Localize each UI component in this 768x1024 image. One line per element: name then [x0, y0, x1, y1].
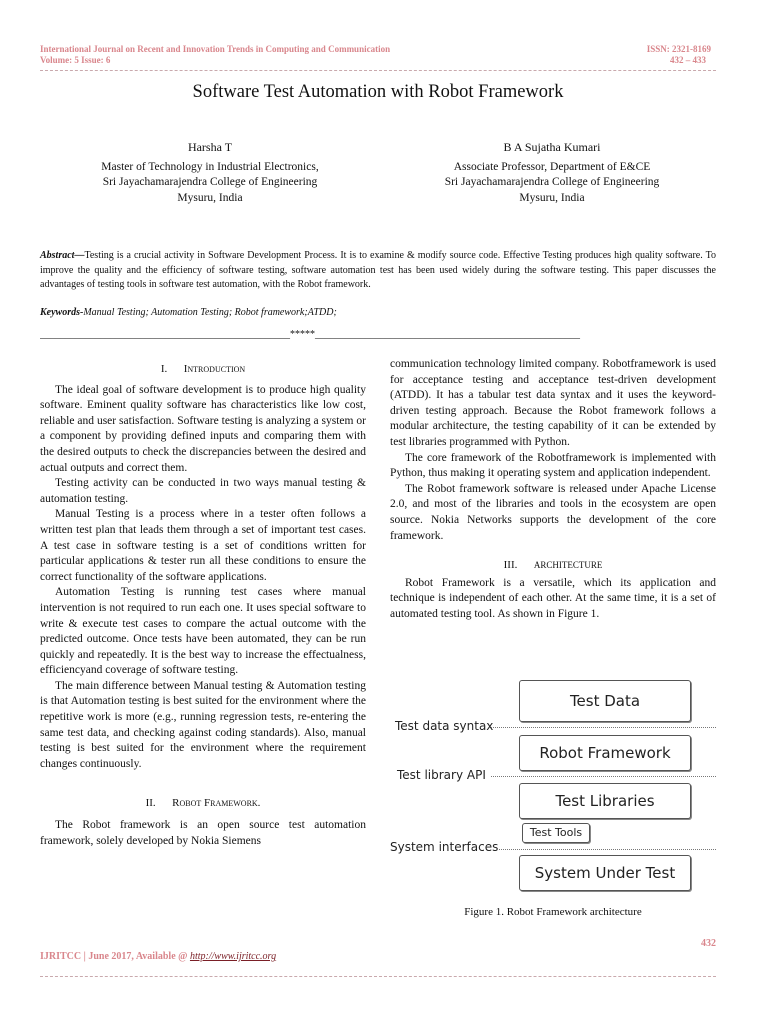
figure-box-system-under-test: System Under Test [519, 855, 691, 891]
architecture-paragraph: Robot Framework is a versatile, which its application and technique is independent of each other. At the same time, it is a set of automated testing tool. As shown in Figure 1. [390, 576, 716, 620]
section-2-heading [40, 796, 366, 812]
section-3-title: ARCHITECTURE [533, 560, 603, 571]
header-rule [40, 70, 716, 71]
intro-paragraph-4: Automation Testing is running test cases where manual intervention is not required to run each one. It uses special software to write & execute test cases to compare the actual outcome with the predicted outcome. Once tests have been automated, they can be run quickly and repeatedly. It is the best way to increase the effectualness, efficiencyand coverage of software testing. [40, 586, 366, 677]
figure-label-test-data-syntax: Test data syntax [395, 719, 494, 733]
figure-label-test-library-api: Test library API [397, 768, 486, 782]
intro-paragraph-1: The ideal goal of software development is to produce high quality software. Eminent quality software has characteristics like low cost, reliable and user satisfaction. Software testing is analyzing a system or a component by providing defined inputs and comparing them with the desired outputs to check the discrepancies between the desired and actual outputs and correct them. [40, 383, 366, 474]
author-2-affiliation: Associate Professor, Department of E&CE [453, 160, 651, 173]
page-number: 432 [701, 938, 716, 949]
section-separator: __________________________________________________*****_____________________________________________________ [40, 329, 580, 340]
right-column [390, 357, 716, 623]
author-1-college: Sri Jayachamarajendra College of Engineering [102, 176, 318, 188]
keywords [40, 307, 337, 318]
figure-caption: Figure 1. Robot Framework architecture [464, 906, 642, 918]
author-1-affiliation: Master of Technology in Industrial Electronics, [101, 160, 319, 173]
section-1-title: Introduction [183, 363, 246, 375]
author-2 [402, 140, 702, 206]
footer-link[interactable]: http://www.ijritcc.org [189, 951, 277, 962]
author-2-college: Sri Jayachamarajendra College of Engineering [444, 176, 660, 188]
figure-box-test-data: Test Data [519, 680, 691, 722]
abstract [40, 249, 716, 293]
license-paragraph: The Robot framework software is released under Apache License 2.0, and most of the libraries and tools in the ecosystem are open source. Nokia Networks supports the development of the core framework. [390, 482, 716, 542]
footer-text: IJRITCC | June 2017, Available @ [40, 951, 190, 962]
author-1-name: Harsha T [187, 140, 233, 154]
intro-paragraph-3: Manual Testing is a process where in a tester often follows a written test plan that leads them through a set of important test cases. A test case in software testing is a set of conditions written for particular applications & tester run all these conditions to ensure the correct functionality of the software applications. [40, 508, 366, 583]
footer-rule [40, 976, 716, 977]
volume-issue: Volume: 5 Issue: 6 [40, 55, 111, 65]
continued-paragraph: communication technology limited company. Robotframework is used for acceptance testing and acceptance test-driven development (ATDD). It has a tabular test data syntax and it uses the keyword-driven testing approach. Because the Robot framework follows a modular architecture, the testing capability of it can be extended by test libraries programmed with Python. [390, 358, 716, 448]
section-2-number: II. [145, 797, 156, 810]
issn: ISSN: 2321-8169 [646, 44, 711, 54]
figure-box-robot-framework: Robot Framework [519, 735, 691, 771]
intro-paragraph-5: The main difference between Manual testing & Automation testing is that Automation testing is best suited for the environment where the repetitive work is more (e.g., running regression tests, re-entering the same test data, and checking against coding standards). Also, manual testing is best suited for the environment where the requirement changes continuously. [40, 679, 366, 770]
intro-paragraph-2: Testing activity can be conducted in two ways manual testing & automation testing. [40, 477, 366, 505]
keywords-text: Manual Testing; Automation Testing; Robot framework;ATDD; [83, 307, 337, 318]
section-1-number: I. [160, 363, 168, 375]
figure-box-test-tools: Test Tools [522, 823, 590, 843]
figure-label-system-interfaces: System interfaces [390, 840, 499, 854]
author-1 [60, 140, 360, 206]
figure-box-test-libraries: Test Libraries [519, 783, 691, 819]
figure-divider-3 [496, 849, 716, 850]
figure-divider-1 [491, 727, 716, 728]
section-3-heading [390, 558, 716, 574]
section-1-heading [40, 362, 366, 378]
author-1-location: Mysuru, India [177, 191, 243, 204]
figure-divider-2 [491, 776, 716, 777]
author-2-location: Mysuru, India [519, 191, 585, 204]
footer [40, 951, 276, 962]
abstract-text: Testing is a crucial activity in Software Development Process. It is to examine & modify source code. Effective Testing produces high quality software. To improve the quality and the efficiency of software testing, software automation test has been used widely during the software testing. This paper discusses the advantages of testing tools in software test automation, with the Robot framework. [40, 250, 716, 290]
left-column [40, 362, 366, 849]
keywords-label: Keywords- [40, 307, 84, 318]
core-framework-paragraph: The core framework of the Robotframework is implemented with Python, thus making it operating system and application independent. [390, 451, 716, 480]
paper-title: Software Test Automation with Robot Framework [192, 82, 564, 102]
author-2-name: B A Sujatha Kumari [503, 140, 601, 154]
abstract-label: Abstract— [40, 250, 85, 261]
page-range: 432 – 433 [670, 55, 706, 65]
section-2-title: Robot Framework. [172, 797, 261, 810]
architecture-figure [388, 676, 718, 906]
section-3-number: III. [503, 559, 518, 572]
robot-framework-paragraph: The Robot framework is an open source test automation framework, solely developed by Nokia Siemens [40, 819, 366, 847]
journal-name: International Journal on Recent and Innovation Trends in Computing and Communication [40, 44, 391, 54]
